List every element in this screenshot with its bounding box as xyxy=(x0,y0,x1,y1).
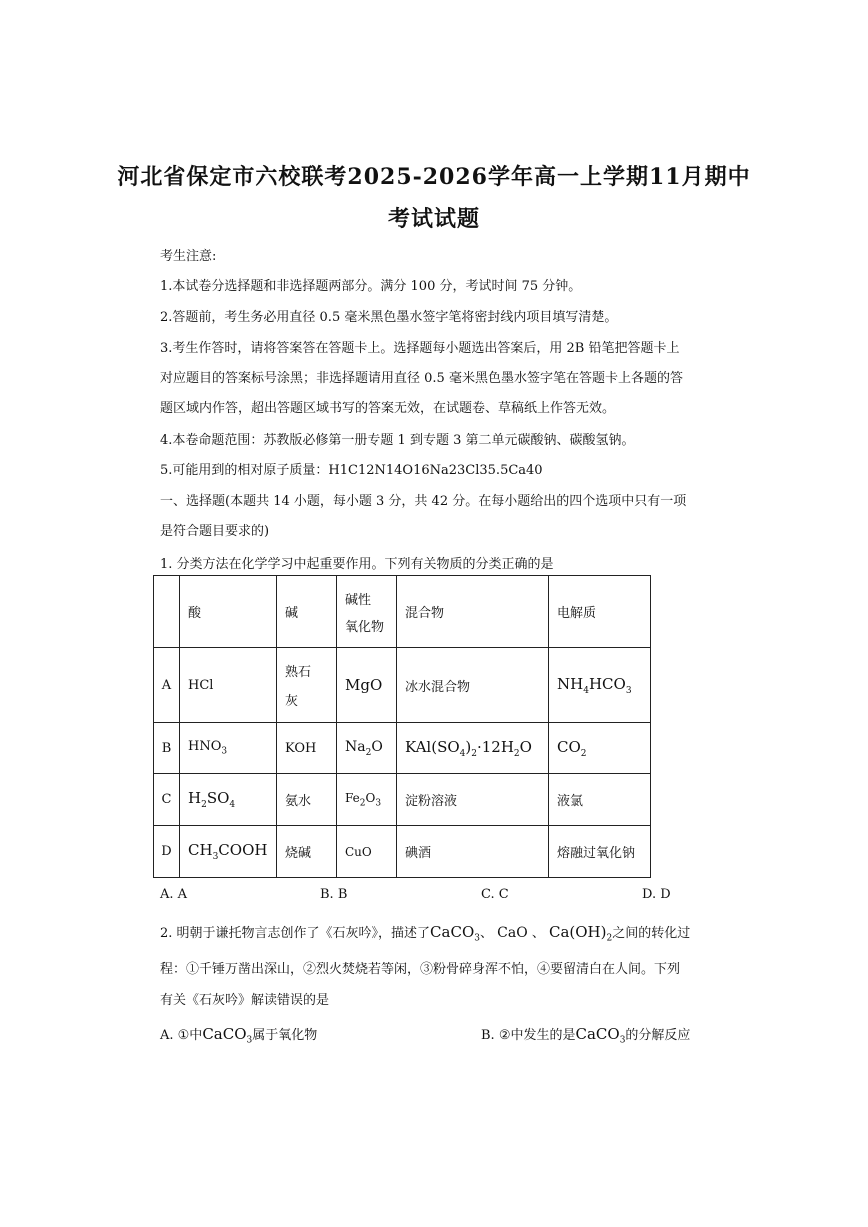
acid-cell: $CH_3COOH$ xyxy=(180,826,277,878)
header-base: 碱 xyxy=(277,576,337,648)
mixture-cell: $KAl(SO_4)_2\cdot 12H_2O$ xyxy=(397,723,549,774)
q2-option-b[interactable]: B. ②中发生的是CaCO$_3$的分解反应 xyxy=(481,1025,691,1046)
table-row xyxy=(154,826,651,878)
mixture-cell: 冰水混合物 xyxy=(397,648,549,723)
row-label: B xyxy=(154,723,180,774)
acid-cell: HCl xyxy=(180,648,277,723)
page-title: 河北省保定市六校联考2025-2026学年高一上学期11月期中 xyxy=(117,164,751,190)
note-1: 1.本试卷分选择题和非选择题两部分。满分 100 分，考试时间 75 分钟。 xyxy=(160,279,582,294)
row-label: A xyxy=(154,648,180,723)
q1-stem: 1. 分类方法在化学学习中起重要作用。下列有关物质的分类正确的是 xyxy=(160,557,554,572)
mixture-cell: 碘酒 xyxy=(397,826,549,878)
table-row xyxy=(154,774,651,826)
header-basic-oxide: 碱性 氧化物 xyxy=(337,576,397,648)
q1-option-b[interactable]: B. B xyxy=(320,887,348,902)
base-cell: 烧碱 xyxy=(277,826,337,878)
header-mixture: 混合物 xyxy=(397,576,549,648)
base-cell: 氨水 xyxy=(277,774,337,826)
oxide-cell: $Na_2O$ xyxy=(337,723,397,774)
electrolyte-cell: 熔融过氧化钠 xyxy=(549,826,651,878)
table-cell xyxy=(154,576,180,648)
notes-heading: 考生注意: xyxy=(160,249,217,264)
section-heading: 一、选择题(本题共 14 小题，每小题 3 分，共 42 分。在每小题给出的四个选项中只有一项 xyxy=(160,494,687,509)
oxide-cell: MgO xyxy=(337,648,397,723)
section-heading-cont: 是符合题目要求的) xyxy=(160,524,270,539)
table-row xyxy=(154,648,651,723)
table-header-row xyxy=(154,576,651,648)
base-cell: 熟石 灰 xyxy=(277,648,337,723)
q1-option-d[interactable]: D. D xyxy=(642,887,671,902)
q1-option-a[interactable]: A. A xyxy=(160,887,188,902)
row-label: C xyxy=(154,774,180,826)
acid-cell: $HNO_3$ xyxy=(180,723,277,774)
header-electrolyte: 电解质 xyxy=(549,576,651,648)
note-2: 2.答题前，考生务必用直径 0.5 毫米黑色墨水签字笔将密封线内项目填写清楚。 xyxy=(160,310,618,325)
row-label: D xyxy=(154,826,180,878)
note-3-cont2: 题区域内作答，超出答题区域书写的答案无效，在试题卷、草稿纸上作答无效。 xyxy=(160,401,616,416)
table-row xyxy=(154,723,651,774)
acid-cell: $H_2SO_4$ xyxy=(180,774,277,826)
base-cell: KOH xyxy=(277,723,337,774)
electrolyte-cell: 液氯 xyxy=(549,774,651,826)
note-3-cont: 对应题目的答案标号涂黑；非选择题请用直径 0.5 毫米黑色墨水签字笔在答题卡上各题的答 xyxy=(160,371,683,386)
oxide-cell: $Fe_2O_3$ xyxy=(337,774,397,826)
q2-stem-cont2: 有关《石灰吟》解读错误的是 xyxy=(160,993,330,1008)
oxide-cell: CuO xyxy=(337,826,397,878)
mixture-cell: 淀粉溶液 xyxy=(397,774,549,826)
page-title-line2: 考试试题 xyxy=(387,206,480,232)
electrolyte-cell: $CO_2$ xyxy=(549,723,651,774)
q2-stem: 2. 明朝于谦托物言志创作了《石灰吟》，描述了CaCO$_3$、 CaO 、 $Ca(OH)_2$之间的转化过 xyxy=(160,923,691,944)
q2-stem-cont: 程：①千锤万凿出深山，②烈火焚烧若等闲，③粉骨碎身浑不怕，④要留清白在人间。下列 xyxy=(160,962,681,977)
q1-option-c[interactable]: C. C xyxy=(481,887,509,902)
q2-option-a[interactable]: A. ①中CaCO$_3$属于氧化物 xyxy=(160,1025,318,1046)
note-4: 4.本卷命题范围：苏教版必修第一册专题 1 到专题 3 第二单元碳酸钠、碳酸氢钠。 xyxy=(160,433,635,448)
classification-table xyxy=(153,575,651,878)
header-acid: 酸 xyxy=(180,576,277,648)
electrolyte-cell: $NH_4HCO_3$ xyxy=(549,648,651,723)
note-5: 5.可能用到的相对原子质量：H1C12N14O16Na23Cl35.5Ca40 xyxy=(160,463,543,478)
note-3: 3.考生作答时，请将答案答在答题卡上。选择题每小题选出答案后，用 2B 铅笔把答题卡上 xyxy=(160,341,680,356)
